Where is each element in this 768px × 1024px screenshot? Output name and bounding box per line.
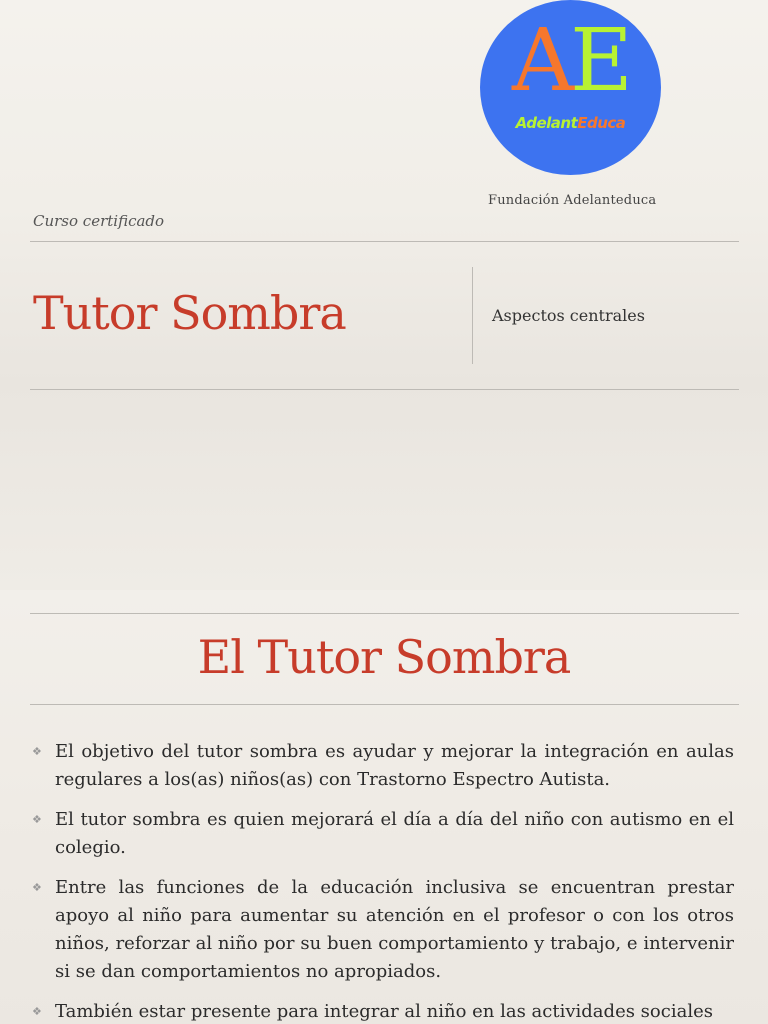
bullet-text: El objetivo del tutor sombra es ayudar y mejorar la integración en aulas regulares a los(as) niños(as) con Trastorno Espectro Autista.	[55, 741, 734, 790]
bullet-text: También estar presente para integrar al niño en las actividades sociales	[55, 1001, 713, 1022]
diamond-bullet-icon: ❖	[32, 813, 42, 826]
logo-letters	[480, 11, 661, 111]
logo-wordmark-part2: Educa	[577, 114, 626, 132]
foundation-name: Fundación Adelanteduca	[488, 193, 657, 208]
content-slide-title: El Tutor Sombra	[197, 630, 571, 684]
bullet-item	[32, 738, 734, 794]
slide-title: Tutor Sombra	[33, 286, 346, 340]
diamond-bullet-icon: ❖	[32, 1005, 42, 1018]
logo-letter-e: E	[570, 11, 629, 111]
bullet-text: Entre las funciones de la educación inclusiva se encuentran prestar apoyo al niño para aumentar su atención en el profesor o con los otros niños, reforzar al niño por su buen comportamiento y trabajo, e intervenir si se dan comportamientos no apropiados.	[55, 877, 734, 982]
bullet-item	[32, 874, 734, 986]
diamond-bullet-icon: ❖	[32, 745, 42, 758]
vertical-divider	[472, 267, 473, 364]
course-label: Curso certificado	[33, 212, 165, 230]
top-divider	[30, 241, 739, 242]
bullet-text: El tutor sombra es quien mejorará el día a día del niño con autismo en el colegio.	[55, 809, 734, 858]
bullet-item	[32, 806, 734, 862]
logo-wordmark	[480, 114, 661, 132]
diamond-bullet-icon: ❖	[32, 881, 42, 894]
logo-letter-a: A	[512, 11, 571, 111]
bottom-divider	[30, 389, 739, 390]
content-slide	[0, 590, 768, 1024]
title-top-divider	[30, 613, 739, 614]
bullet-item	[32, 998, 734, 1024]
title-bottom-divider	[30, 704, 739, 705]
logo-wordmark-part1: Adelant	[515, 114, 578, 132]
adelanteduca-logo	[480, 0, 661, 175]
bullet-list	[0, 738, 768, 1024]
slide-subtitle: Aspectos centrales	[492, 306, 645, 325]
